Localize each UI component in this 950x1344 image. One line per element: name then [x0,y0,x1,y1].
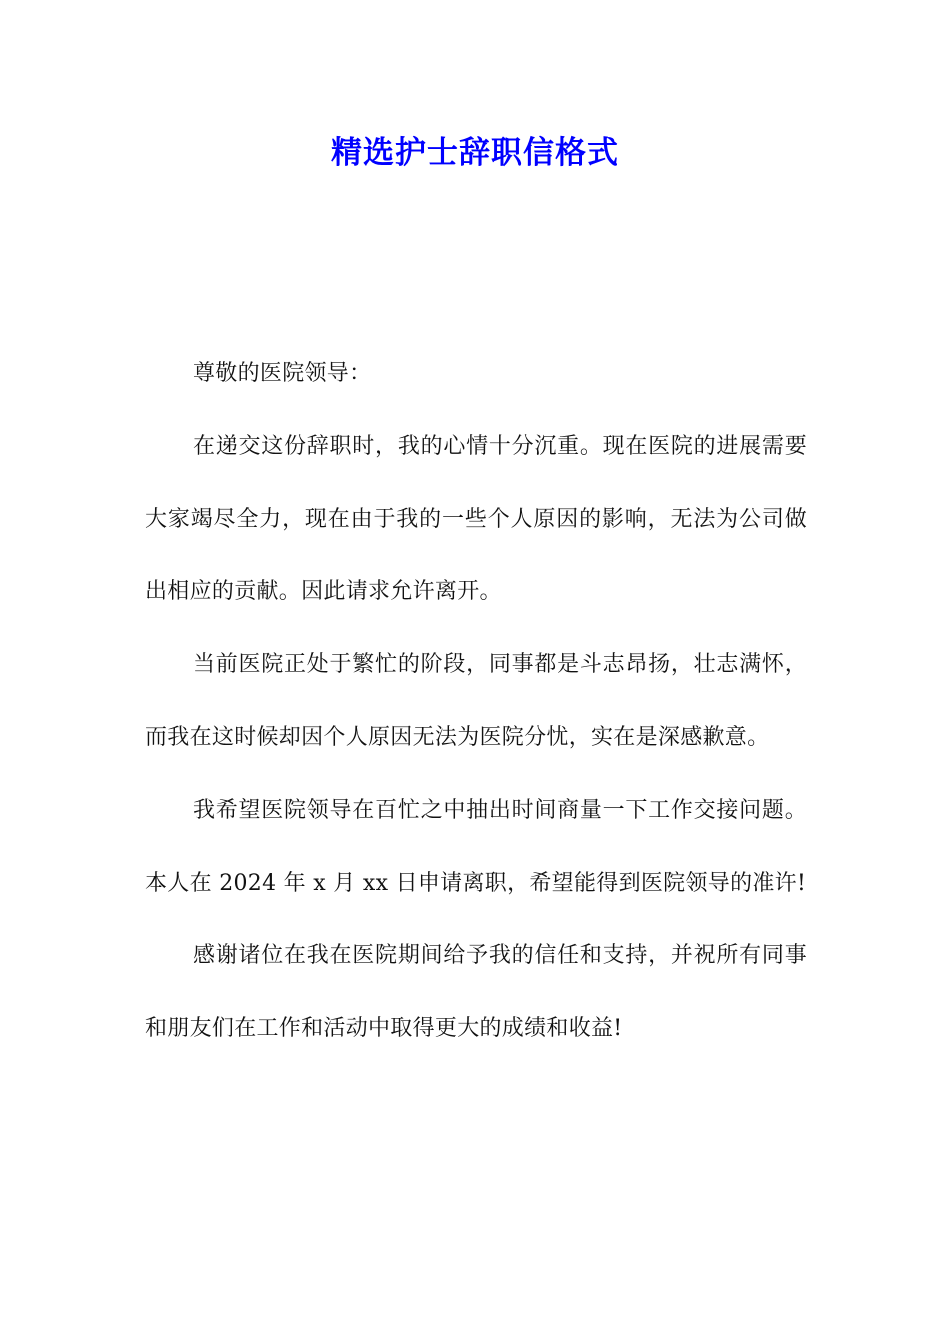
paragraph-1: 在递交这份辞职时，我的心情十分沉重。现在医院的进展需要大家竭尽全力，现在由于我的一些个人原因的影响，无法为公司做出相应的贡献。因此请求允许离开。 [145,433,807,605]
salutation: 尊敬的医院领导： [193,361,372,386]
document-title: 精选护士辞职信格式 [331,135,619,171]
letter-body [145,338,807,1066]
paragraph-3: 我希望医院领导在百忙之中抽出时间商量一下工作交接问题。本人在 2024 年 x 月 xx 日申请离职，希望能得到医院领导的准许! [145,797,807,896]
paragraph-4: 感谢诸位在我在医院期间给予我的信任和支持，并祝所有同事和朋友们在工作和活动中取得更大的成绩和收益! [145,943,807,1042]
paragraph-2: 当前医院正处于繁忙的阶段，同事都是斗志昂扬，壮志满怀，而我在这时候却因个人原因无法为医院分忧，实在是深感歉意。 [145,652,807,750]
